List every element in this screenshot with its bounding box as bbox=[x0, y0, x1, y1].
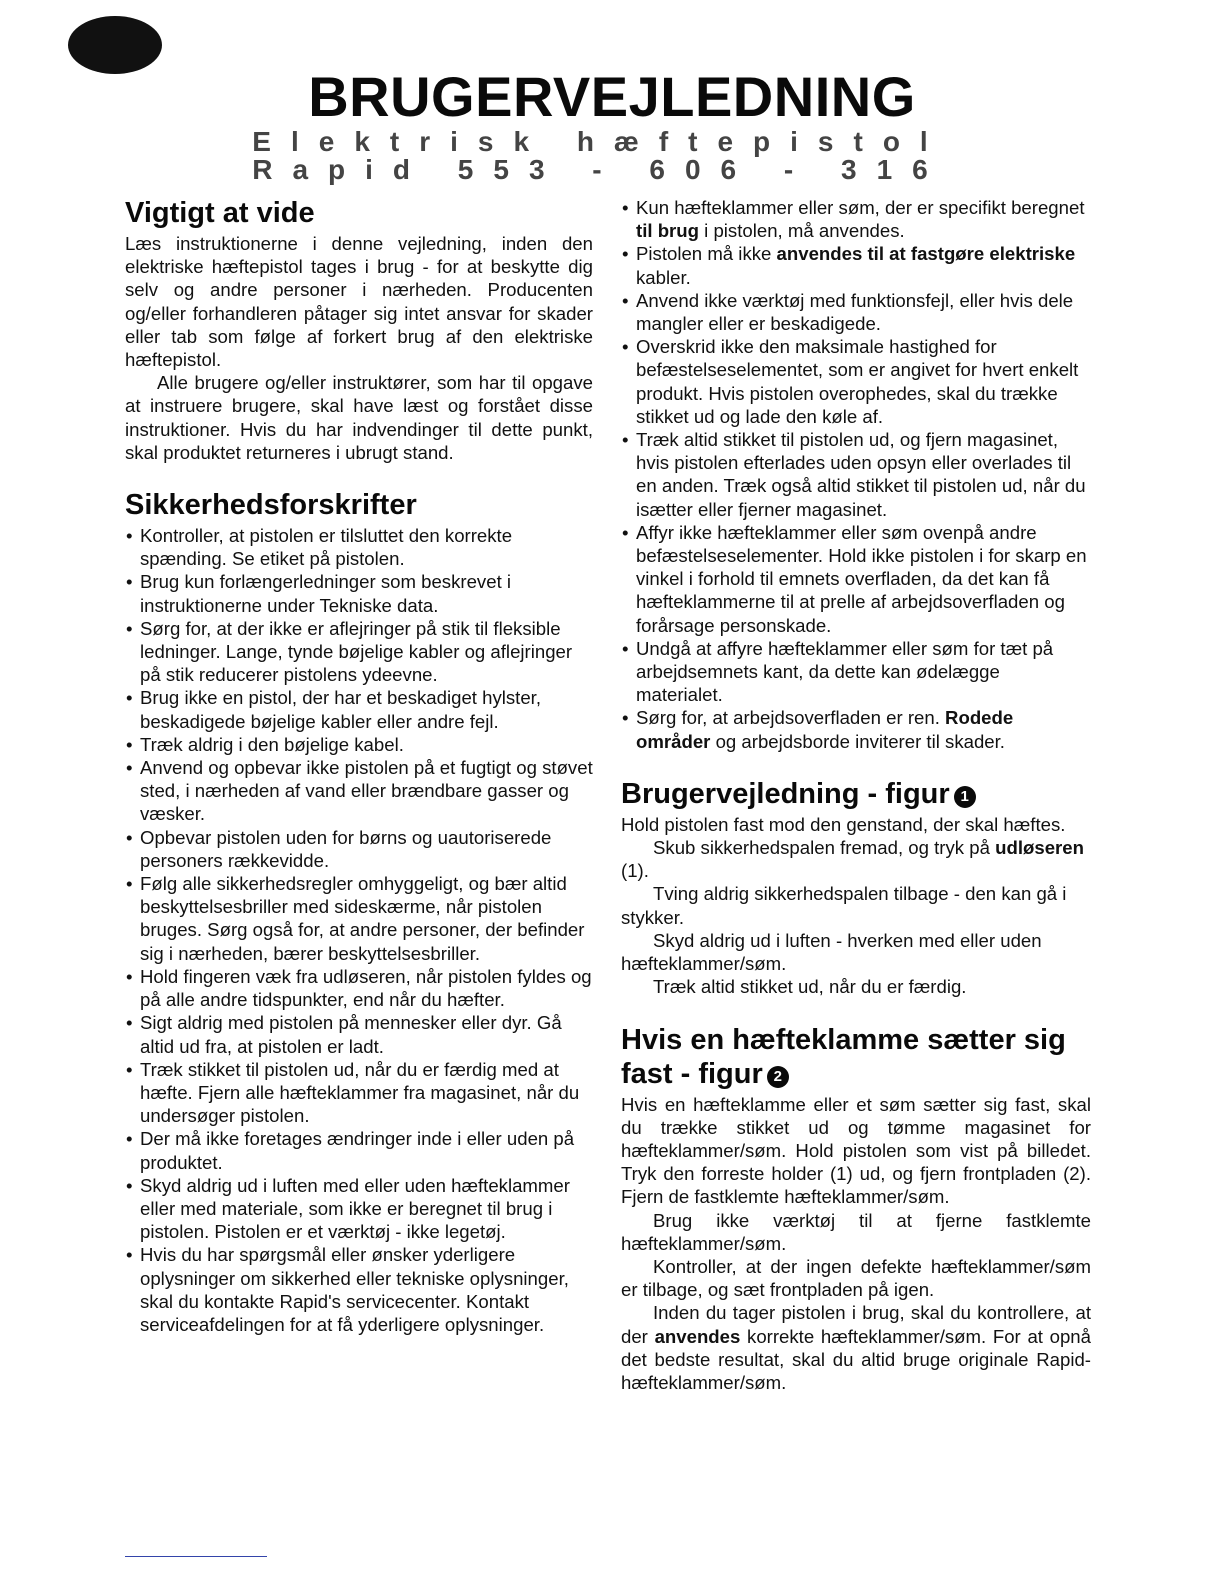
list-item: • Opbevar pistolen uden for børns og uautoriserede personers rækkevidde. bbox=[125, 826, 593, 872]
list-item: • Kontroller, at pistolen er tilsluttet den korrekte spænding. Se etiket på pistolen. bbox=[125, 524, 593, 570]
safety-list-continued bbox=[621, 196, 1091, 753]
list-item: • Anvend og opbevar ikke pistolen på et fugtigt og støvet sted, i nærheden af vand eller brændbare gasser og væsker. bbox=[125, 756, 593, 826]
subtitle-clipped bbox=[200, 126, 1000, 185]
list-item: • Sørg for, at der ikke er aflejringer på stik til fleksible ledninger. Lange, tynde bøjelige kabler og aflejringer på stik reducerer pistolens ydeevne. bbox=[125, 617, 593, 687]
section-heading-jam: Hvis en hæfteklamme sætter sig fast - figur 2 bbox=[621, 1023, 1066, 1090]
list-item: • Hold fingeren væk fra udløseren, når pistolen fyldes og på alle andre tidspunkter, end når du hæfter. bbox=[125, 965, 593, 1011]
figure-number-badge: 2 bbox=[767, 1066, 789, 1088]
paragraph: Inden du tager pistolen i brug, skal du kontrollere, at der anvendes korrekte hæfteklammer/søm. For at opnå det bedste resultat, skal du altid bruge originale Rapid-hæfteklammer/søm. bbox=[621, 1302, 1091, 1393]
document-title: BRUGERVEJLEDNING bbox=[308, 65, 916, 128]
paragraph: Alle brugere og/eller instruktører, som har til opgave at instruere brugere, skal have læst og forstået disse instruktioner. Hvis du har indvendinger til dette punkt, skal produktet returneres i ubrugt stand. bbox=[125, 372, 593, 463]
paragraph: Skub sikkerhedspalen fremad, og tryk på udløseren (1). bbox=[621, 837, 1084, 882]
list-item: • Følg alle sikkerhedsregler omhyggeligt, og bær altid beskyttelsesbriller med sideskærme, når pistolen bruges. Sørg også for, at andre personer, der befinder sig i nærheden, bærer beskyttelsesbriller. bbox=[125, 872, 593, 965]
section-heading-important: Vigtigt at vide bbox=[125, 197, 315, 229]
list-item: • Undgå at affyre hæfteklammer eller søm for tæt på arbejdsemnets kant, da dette kan ødelægge materialet. bbox=[621, 637, 1091, 707]
safety-list bbox=[125, 524, 593, 1336]
paragraph: Tving aldrig sikkerhedspalen tilbage - den kan gå i stykker. bbox=[621, 883, 1067, 928]
list-item: • Brug ikke en pistol, der har et beskadiget hylster, beskadigede bøjelige kabler eller andre fejl. bbox=[125, 686, 593, 732]
footnote-rule bbox=[125, 1556, 267, 1557]
paragraph: Kontroller, at der ingen defekte hæfteklammer/søm er tilbage, og sæt frontpladen på igen. bbox=[621, 1255, 1091, 1301]
list-item: • Træk aldrig i den bøjelige kabel. bbox=[125, 733, 593, 756]
left-column bbox=[125, 196, 593, 1336]
list-item: • Skyd aldrig ud i luften med eller uden hæfteklammer eller med materiale, som ikke er beregnet til brug i pistolen. Pistolen er et værktøj - ikke legetøj. bbox=[125, 1174, 593, 1244]
paragraph: Læs instruktionerne i denne vejledning, inden den elektriske hæftepistol tages i brug - for at beskytte dig selv og andre personer i nærheden. Producenten og/eller forhandleren påtager sig intet ansvar for skader eller tab som følge af forkert brug af den elektriske hæftepistol. bbox=[125, 233, 593, 371]
list-item: • Træk altid stikket til pistolen ud, og fjern magasinet, hvis pistolen efterlades uden opsyn eller overlades til en anden. Træk også altid stikket til pistolen ud, når du isætter eller fjerner magasinet. bbox=[621, 428, 1091, 521]
list-item: • Hvis du har spørgsmål eller ønsker yderligere oplysninger om sikkerhed eller tekniske oplysninger, skal du kontakte Rapid's servicecenter. Kontakt serviceafdelingen for at få yderligere oplysninger. bbox=[125, 1243, 593, 1336]
list-item: • Anvend ikke værktøj med funktionsfejl, eller hvis dele mangler eller er beskadigede. bbox=[621, 289, 1091, 335]
list-item: • Sigt aldrig med pistolen på mennesker eller dyr. Gå altid ud fra, at pistolen er ladt. bbox=[125, 1011, 593, 1057]
section-heading-safety: Sikkerhedsforskrifter bbox=[125, 489, 417, 522]
paragraph: Skyd aldrig ud i luften - hverken med eller uden hæfteklammer/søm. bbox=[621, 929, 1042, 975]
paragraph: Træk altid stikket ud, når du er færdig. bbox=[653, 976, 967, 998]
list-item: • Kun hæfteklammer eller søm, der er specifikt beregnet til brug i pistolen, må anvendes. bbox=[621, 196, 1091, 242]
paragraph: Hvis en hæfteklamme eller et søm sætter sig fast, skal du trække stikket ud og tømme magasinet for hæfteklammer/søm. Hold pistolen som vist på billedet. Tryk den forreste holder (1) ud, og fjern frontpladen (2). Fjern de fastklemte hæfteklammer/søm. bbox=[621, 1093, 1091, 1208]
right-column bbox=[621, 196, 1091, 1394]
subtitle: Elektrisk hæftepistol Rapid 553 - 606 - 316 bbox=[252, 126, 948, 185]
list-item: • Overskrid ikke den maksimale hastighed for befæstelseselementet, som er angivet for hvert enkelt produkt. Hvis pistolen overophedes, skal du trække stikket ud og lade den køle af. bbox=[621, 335, 1091, 428]
figure-number-badge: 1 bbox=[954, 786, 976, 808]
section-heading-user-guide: Brugervejledning - figur 1 bbox=[621, 777, 1091, 811]
paragraph: Brug ikke værktøj til at fjerne fastklemte hæfteklammer/søm. bbox=[621, 1209, 1091, 1254]
paragraph: Hold pistolen fast mod den genstand, der skal hæftes. bbox=[621, 813, 1066, 835]
list-item: • Pistolen må ikke anvendes til at fastgøre elektriske kabler. bbox=[621, 242, 1091, 288]
list-item: • Affyr ikke hæfteklammer eller søm ovenpå andre befæstelseselementer. Hold ikke pistolen i for skarp en vinkel i forhold til emnets overfladen, da det kan få hæfteklammerne til at prelle af arbejdsoverfladen og forårsage personskade. bbox=[621, 521, 1091, 637]
list-item: • Træk stikket til pistolen ud, når du er færdig med at hæfte. Fjern alle hæfteklammer fra magasinet, når du undersøger pistolen. bbox=[125, 1058, 593, 1128]
list-item: • Der må ikke foretages ændringer inde i eller uden på produktet. bbox=[125, 1127, 593, 1173]
list-item: • Brug kun forlængerledninger som beskrevet i instruktionerne under Tekniske data. bbox=[125, 570, 593, 616]
list-item: • Sørg for, at arbejdsoverfladen er ren. Rodede områder og arbejdsborde inviterer til skader. bbox=[621, 706, 1091, 752]
